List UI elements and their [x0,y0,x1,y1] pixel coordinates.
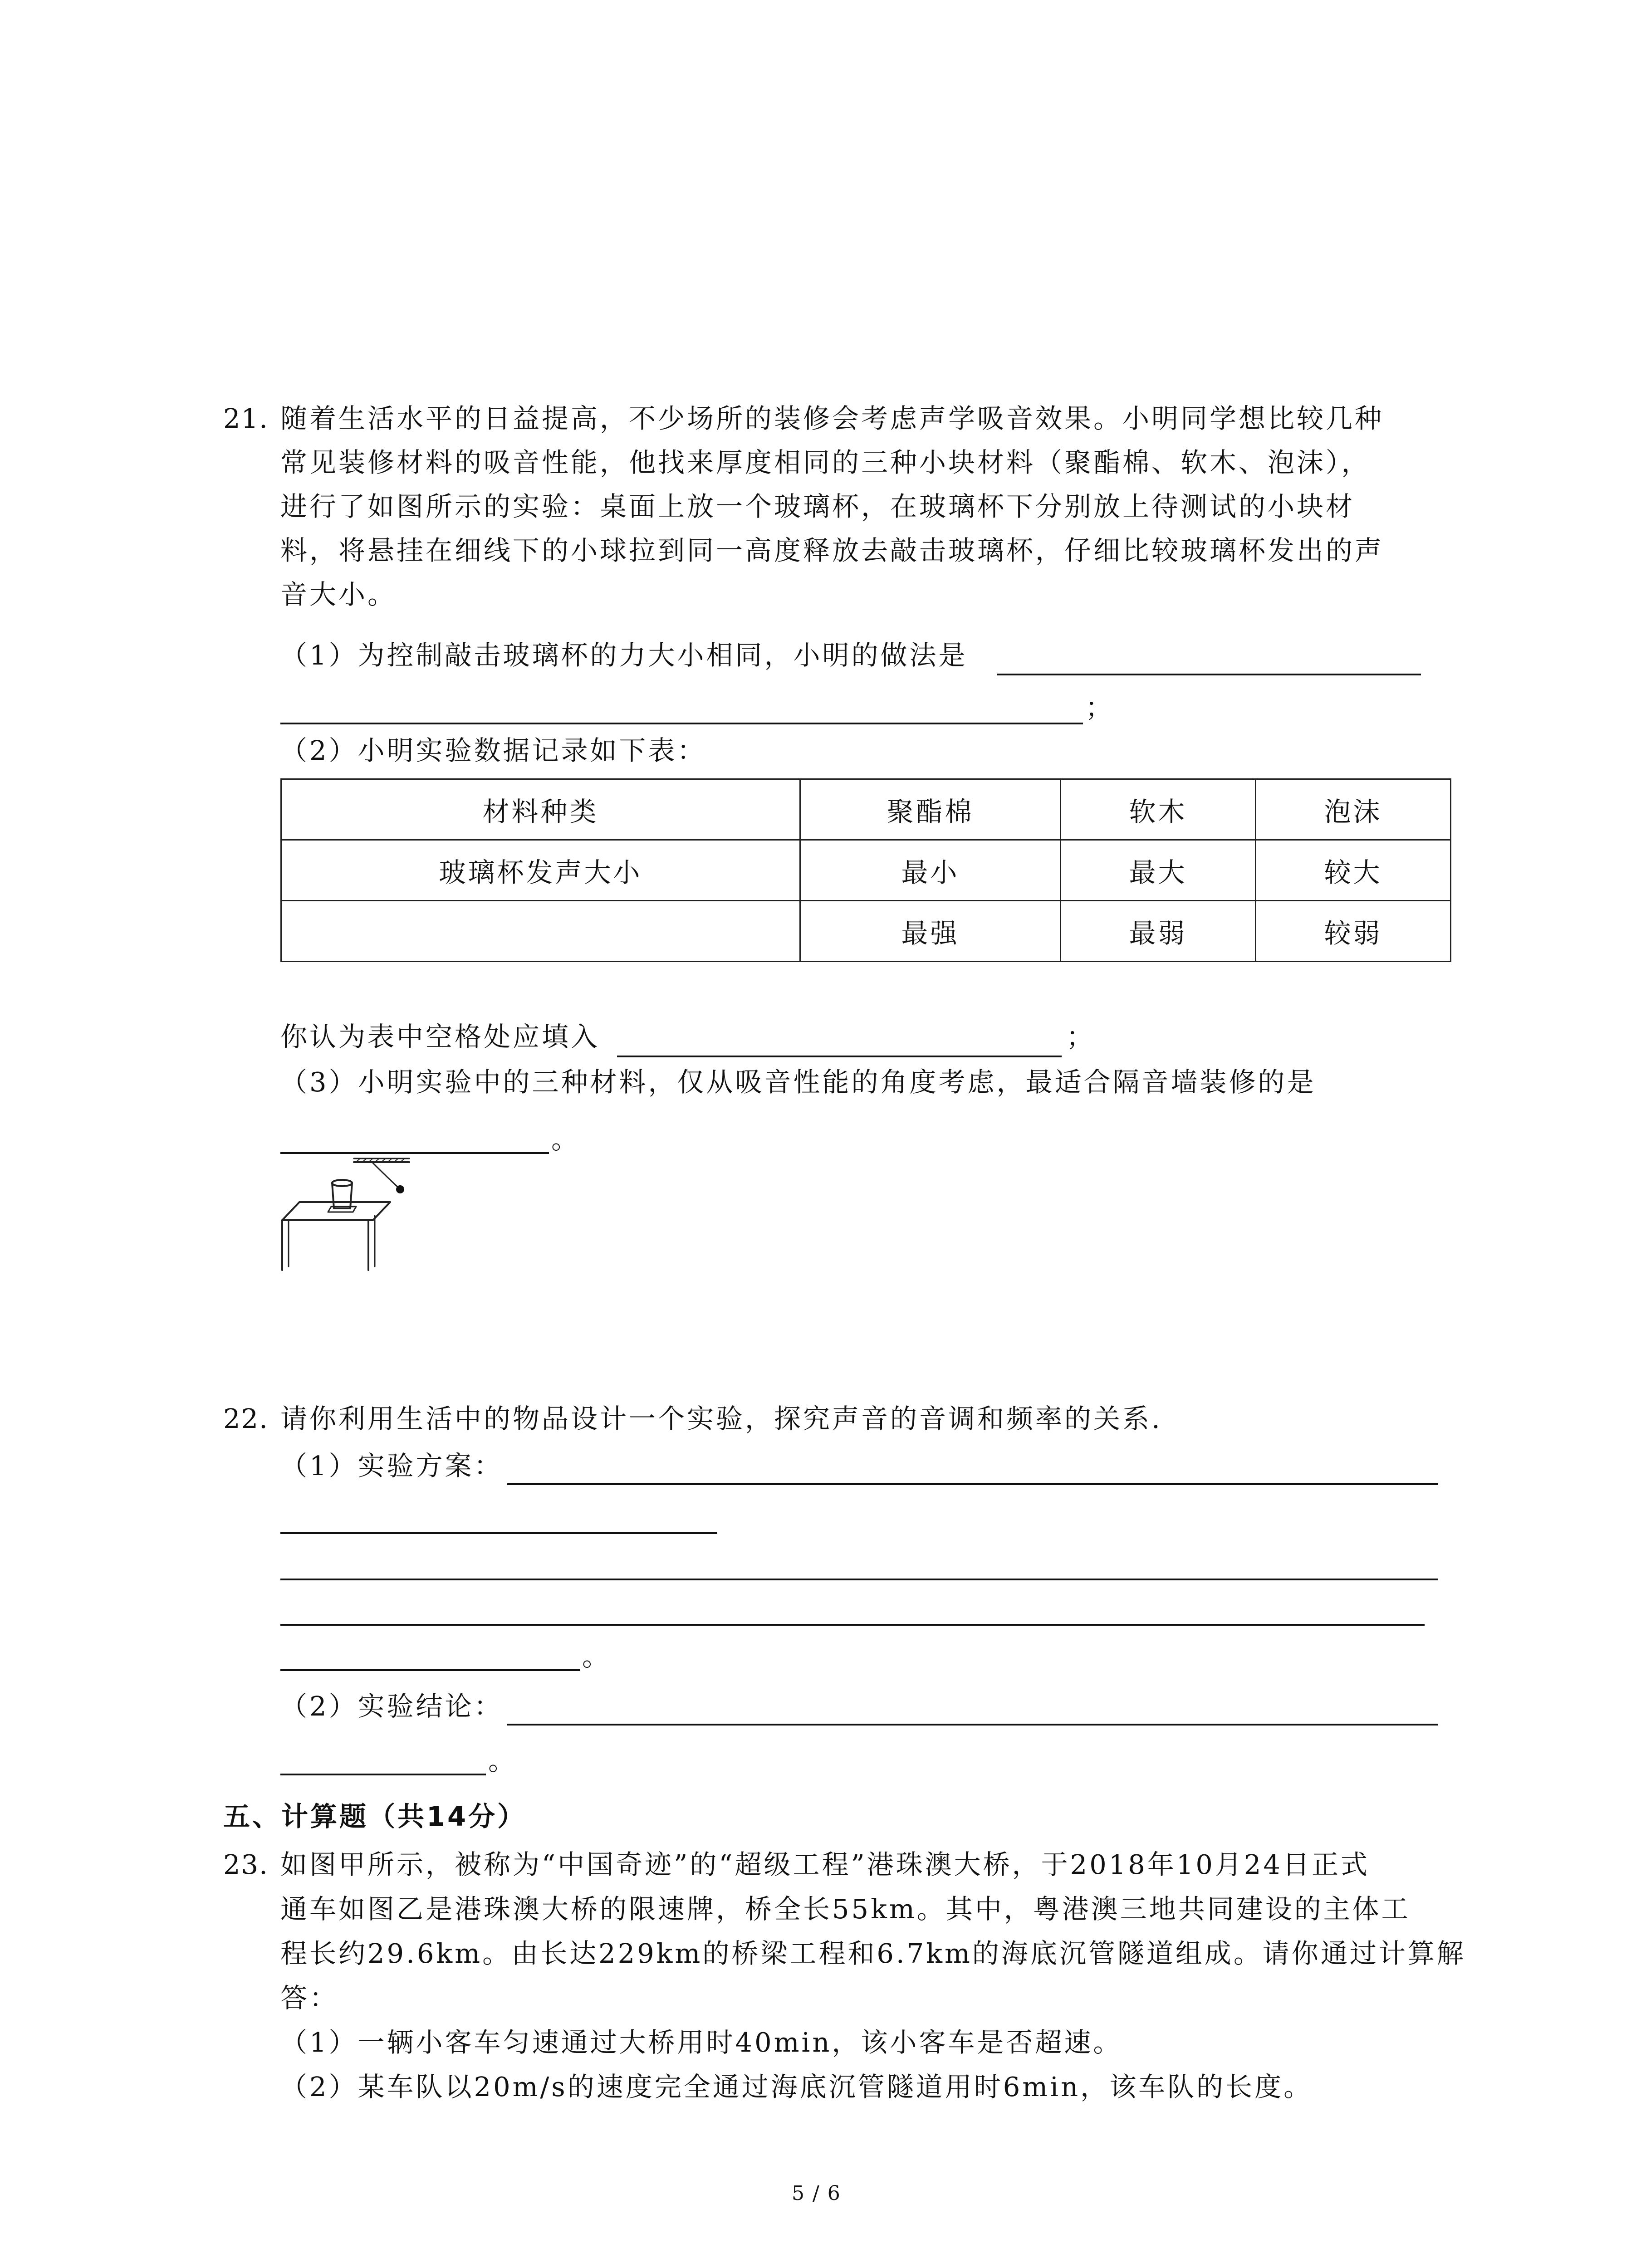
q21-sub3-text: （3）小明实验中的三种材料，仅从吸音性能的角度考虑，最适合隔音墙装修的是 [280,1066,1316,1098]
q22-plan-blank-1[interactable] [507,1483,1438,1485]
q21-line-3: 进行了如图所示的实验：桌面上放一个玻璃杯，在玻璃杯下分别放上待测试的小块材 [280,491,1355,522]
q22-conclusion-label: （2）实验结论： [280,1691,503,1722]
q21-fill-prompt: 你认为表中空格处应填入 [280,1021,600,1052]
glass-cup-rim [332,1180,352,1186]
q22-conclusion-blank-1[interactable] [507,1724,1438,1725]
table-cell: 软木 [1061,779,1256,840]
q23-line-2: 通车如图乙是港珠澳大桥的限速牌，桥全长55km。其中，粤港澳三地共同建设的主体工 [280,1893,1411,1925]
data-table [280,778,1451,962]
table-row [281,840,1451,901]
q22-plan-blank-2[interactable] [280,1532,717,1534]
table-cell: 最强 [800,901,1061,962]
q23-sub1: （1）一辆小客车匀速通过大桥用时40min，该小客车是否超速。 [280,2027,1122,2058]
table-row [281,779,1451,840]
q21-number: 21. [223,403,269,434]
q22-plan-blank-3[interactable] [280,1579,1438,1580]
q21-line-2: 常见装修材料的吸音性能，他找来厚度相同的三种小块材料（聚酯棉、软木、泡沫）， [280,447,1371,478]
q23-sub2: （2）某车队以20m/s的速度完全通过海底沉管隧道用时6min，该车队的长度。 [280,2071,1313,2102]
table-cell: 玻璃杯发声大小 [281,840,800,901]
q22-plan-end: 。 [582,1641,612,1672]
q21-sub3-end: 。 [551,1124,581,1155]
q21-sub1-blank-a[interactable] [997,674,1421,675]
q21-sub1-text: （1）为控制敲击玻璃杯的力大小相同，小明的做法是 [280,640,968,671]
q21-fill-blank[interactable] [617,1056,1062,1057]
table-cell: 聚酯棉 [800,779,1061,840]
section-heading: 五、计算题（共14分） [223,1801,527,1832]
q23-line-3: 程长约29.6km。由长达229km的桥梁工程和6.7km的海底沉管隧道组成。请你通过计算解 [280,1938,1466,1969]
q22-plan-blank-4[interactable] [280,1624,1425,1626]
table-cell: 材料种类 [281,779,800,840]
q22-number: 22. [223,1403,269,1434]
hanging-ball [396,1185,404,1193]
q23-line-4: 答： [280,1982,339,2014]
thread [373,1163,399,1188]
table-top [282,1202,390,1220]
table-blank-cell[interactable] [281,901,800,962]
q21-sub2-text: （2）小明实验数据记录如下表： [280,735,706,766]
table-cell: 泡沫 [1256,779,1451,840]
q21-line-5: 音大小。 [280,579,397,610]
q21-line-1: 随着生活水平的日益提高，不少场所的装修会考虑声学吸音效果。小明同学想比较几种 [280,403,1384,434]
q21-sub1-blank-b[interactable] [280,723,1083,724]
q23-line-1: 如图甲所示，被称为“中国奇迹”的“超级工程”港珠澳大桥，于2018年10月24日正式 [280,1849,1370,1880]
q21-fill-end: ； [1066,1021,1096,1052]
experiment-diagram [272,1143,426,1279]
table-cell: 较弱 [1256,901,1451,962]
table-cell: 最大 [1061,840,1256,901]
q22-plan-blank-5[interactable] [280,1669,580,1671]
q22-stem: 请你利用生活中的物品设计一个实验，探究声音的音调和频率的关系. [280,1403,1162,1434]
q22-conclusion-blank-2[interactable] [280,1774,486,1775]
q22-conclusion-end: 。 [488,1745,518,1776]
page-number: 5 / 6 [792,2182,841,2205]
q21-line-4: 料，将悬挂在细线下的小球拉到同一高度释放去敲击玻璃杯，仔细比较玻璃杯发出的声 [280,535,1384,566]
table-cell: 最小 [800,840,1061,901]
table-row [281,901,1451,962]
table-cell: 较大 [1256,840,1451,901]
q23-number: 23. [223,1849,269,1880]
q21-sub1-end: ； [1085,692,1115,723]
q22-plan-label: （1）实验方案： [280,1450,503,1481]
table-cell: 最弱 [1061,901,1256,962]
